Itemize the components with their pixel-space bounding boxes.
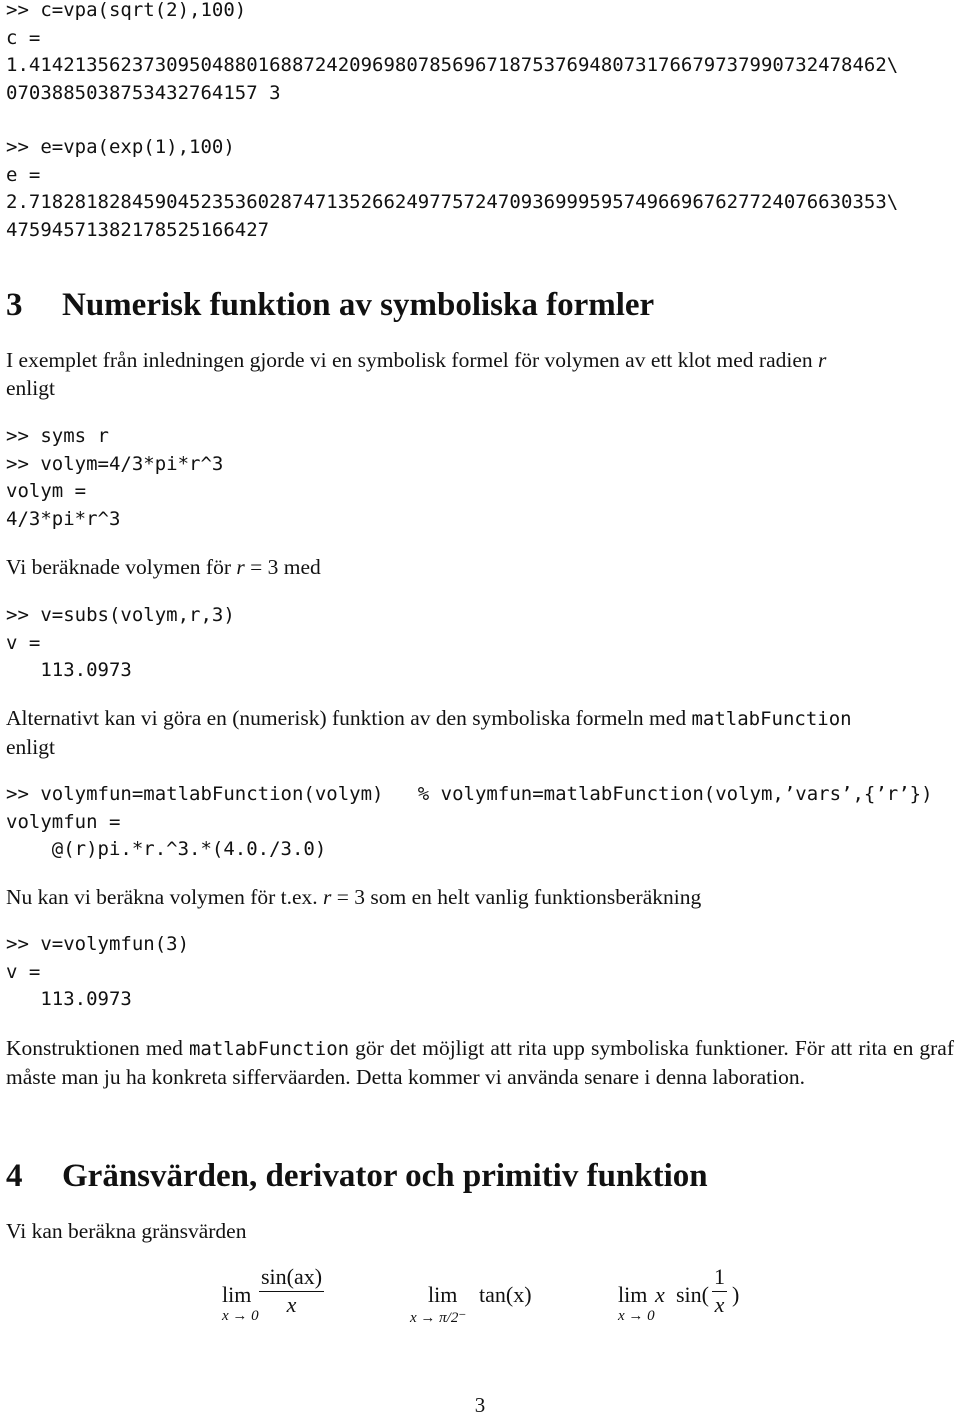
code-line: 113.0973 <box>6 659 132 681</box>
paragraph-text: Alternativt kan vi göra en (numerisk) funktion av den symboliska formeln med <box>6 706 687 730</box>
code-line: >> syms r <box>6 425 109 447</box>
code-block-sqrt <box>6 0 954 107</box>
math-var: r <box>818 348 827 372</box>
code-line: 2.718281828459045235360287471352662497757247093699959574966967627724076630353\ <box>6 191 899 213</box>
limit-expressions <box>0 1262 960 1332</box>
section-title: Gränsvärden, derivator och primitiv funktion <box>62 1158 708 1194</box>
paragraph <box>6 346 954 402</box>
lim-subscript: x → π/2⁻ <box>410 1310 467 1326</box>
paragraph-text: med <box>283 555 321 579</box>
limit-2 <box>410 1262 560 1332</box>
code-line: >> v=subs(volym,r,3) <box>6 604 235 626</box>
paragraph <box>6 1034 954 1091</box>
math-eq: = 3 <box>244 555 279 579</box>
code-line: @(r)pi.*r.^3.*(4.0./3.0) <box>6 838 327 860</box>
lim-subscript: x → 0 <box>618 1308 655 1324</box>
paragraph <box>6 553 954 581</box>
lim-expression: sin( <box>676 1282 709 1307</box>
code-line: c = <box>6 26 41 49</box>
code-line: >> v=volymfun(3) <box>6 933 190 955</box>
code-line: 113.0973 <box>6 988 132 1010</box>
lim-operator: lim <box>618 1282 648 1307</box>
code-line: >> e=vpa(exp(1),100) <box>6 136 235 158</box>
code-block-matlabfunction <box>6 781 954 864</box>
lim-operator: lim <box>222 1282 252 1307</box>
paragraph-text: som en helt vanlig funktionsberäkning <box>370 885 702 909</box>
fraction <box>259 1264 324 1318</box>
code-block-volymfun <box>6 931 954 1014</box>
inline-code: matlabFunction <box>188 1038 350 1060</box>
code-line: 4/3*pi*r^3 <box>6 507 121 530</box>
paragraph-text: enligt <box>6 735 55 759</box>
code-block-exp <box>6 134 954 244</box>
paragraph-text: Nu kan vi beräkna volymen för t.ex. <box>6 885 318 909</box>
paragraph <box>6 704 954 761</box>
paragraph-text: gör det möjligt att rita upp symboliska funktioner. För att rita en graf måste man ju ha konkreta sifferväarden. Detta kommer vi använda senare i denna laboration. <box>6 1036 955 1089</box>
paragraph <box>6 1217 954 1245</box>
lim-subscript: x → 0 <box>222 1308 259 1324</box>
code-line: 1.414213562373095048801688724209698078569671875376948073176679737990732478462\ <box>6 54 899 76</box>
code-block-syms <box>6 423 954 533</box>
math-var: r <box>236 555 245 579</box>
fraction-denominator: x <box>714 1292 725 1317</box>
math-var: r <box>323 885 332 909</box>
paragraph-text: Vi beräknade volymen för <box>6 555 231 579</box>
math-var: x <box>655 1282 665 1307</box>
section-3-heading <box>6 285 654 325</box>
section-title: Numerisk funktion av symboliska formler <box>62 287 655 323</box>
page-number: 3 <box>474 1393 486 1417</box>
code-line: volym = <box>6 480 87 502</box>
code-line: >> volymfun=matlabFunction(volym) % volymfun=matlabFunction(volym,’vars’,{’r’}) <box>6 783 933 805</box>
inline-code: matlabFunction <box>691 708 852 730</box>
fraction-numerator: sin(ax) <box>259 1264 324 1292</box>
lim-operator: lim <box>428 1282 458 1307</box>
code-line: 47594571382178525166427 <box>6 218 270 241</box>
code-line: >> c=vpa(sqrt(2),100) <box>6 0 247 21</box>
code-line: v = <box>6 960 41 983</box>
limit-3 <box>618 1262 758 1332</box>
fraction <box>712 1264 727 1318</box>
section-number: 4 <box>6 1158 23 1194</box>
fraction-numerator: 1 <box>712 1264 727 1292</box>
paragraph <box>6 883 954 911</box>
limit-1 <box>222 1262 352 1332</box>
paragraph-text: I exemplet från inledningen gjorde vi en symbolisk formel för volymen av ett klot med radien <box>6 348 813 372</box>
code-line: v = <box>6 631 41 654</box>
section-number: 3 <box>6 287 23 323</box>
code-line: e = <box>6 163 41 186</box>
math-eq: = 3 <box>331 885 366 909</box>
paragraph-text: Konstruktionen med <box>6 1036 183 1060</box>
paragraph-text: enligt <box>6 376 55 400</box>
fraction-denominator: x <box>286 1292 297 1317</box>
section-4-heading <box>6 1156 708 1196</box>
code-line: 0703885038753432764157 3 <box>6 81 281 104</box>
code-line: volymfun = <box>6 810 121 833</box>
paragraph-text: Vi kan beräkna gränsvärden <box>6 1219 247 1243</box>
lim-expression: tan(x) <box>479 1282 532 1307</box>
code-block-subs <box>6 602 954 685</box>
lim-expression: ) <box>732 1282 740 1307</box>
code-line: >> volym=4/3*pi*r^3 <box>6 452 224 475</box>
